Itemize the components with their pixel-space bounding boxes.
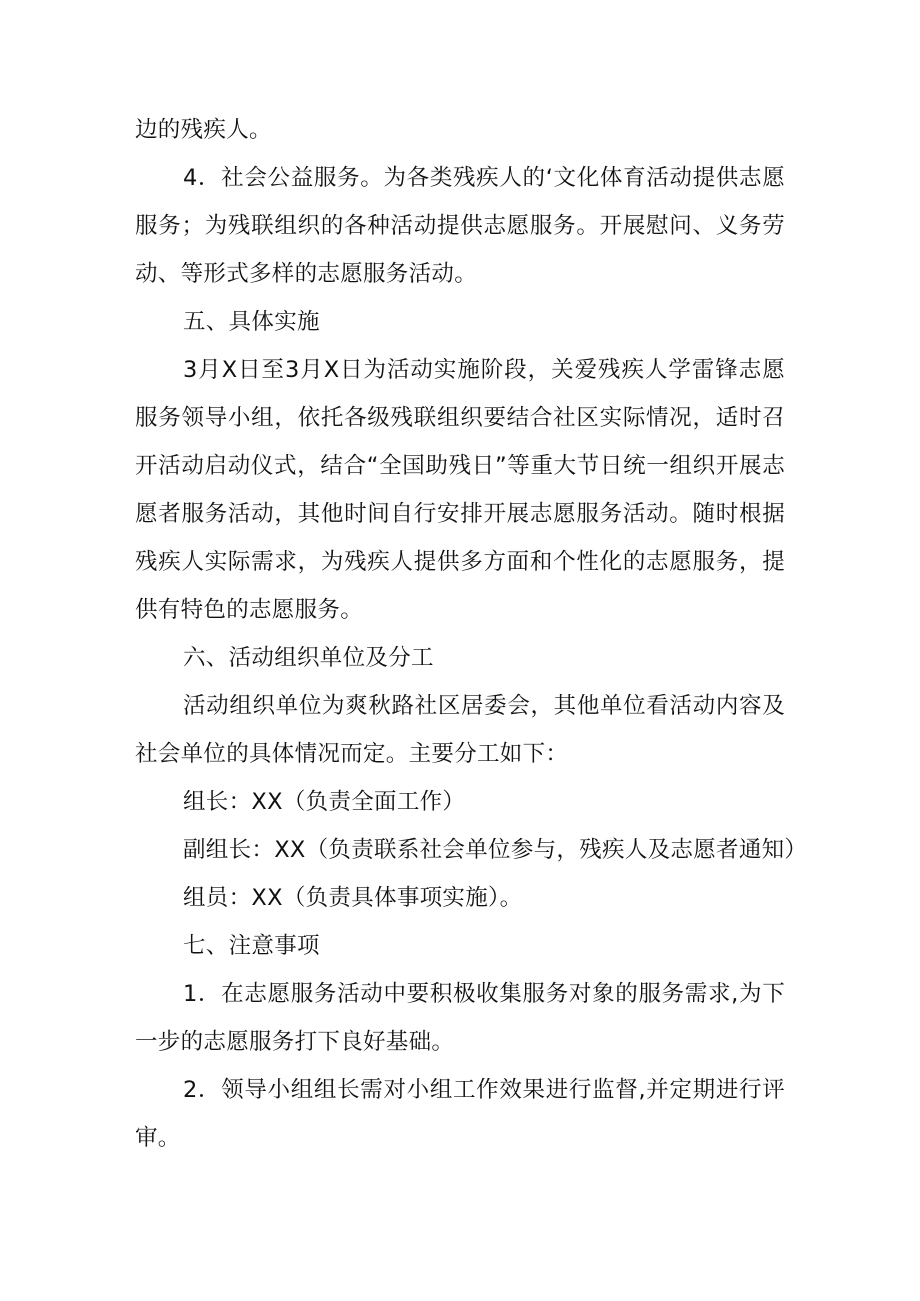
section-heading-organization: 六、活动组织单位及分工 [183,645,434,671]
paragraph-note-2: 2．领导小组组长需对小组工作效果进行监督,并定期进行评审。 [135,1077,785,1151]
role-member: 组员：XX（负责具体事项实施）。 [183,885,523,911]
paragraph-implementation: 3月X日至3月X日为活动实施阶段，关爱残疾人学雷锋志愿服务领导小组，依托各级残联组织要结合社区实际情况，适时召开活动启动仪式，结合“全国助残日”等重大节日统一组织开展志愿者服务活动，其他时间自行安排开展志愿服务活动。随时根据残疾人实际需求，为残疾人提供多方面和个性化的志愿服务，提供有特色的志愿服务。 [135,357,785,623]
section-heading-implementation: 五、具体实施 [183,309,320,335]
role-deputy-leader: 副组长：XX（负责联系社会单位参与，残疾人及志愿者通知） [183,837,808,863]
document-body [135,106,808,1162]
section-heading-notes: 七、注意事项 [183,933,320,959]
paragraph-organization: 活动组织单位为爽秋路社区居委会，其他单位看活动内容及社会单位的具体情况而定。主要分工如下： [135,693,785,767]
paragraph-public-service: 4．社会公益服务。为各类残疾人的‘文化体育活动提供志愿服务；为残联组织的各种活动提供志愿服务。开展慰问、义务劳动、等形式多样的志愿服务活动。 [135,165,785,287]
role-leader: 组长：XX（负责全面工作） [183,789,466,815]
paragraph-note-1: 1．在志愿服务活动中要积极收集服务对象的服务需求,为下一步的志愿服务打下良好基础。 [135,981,785,1055]
paragraph-continuation: 边的残疾人。 [135,117,272,143]
